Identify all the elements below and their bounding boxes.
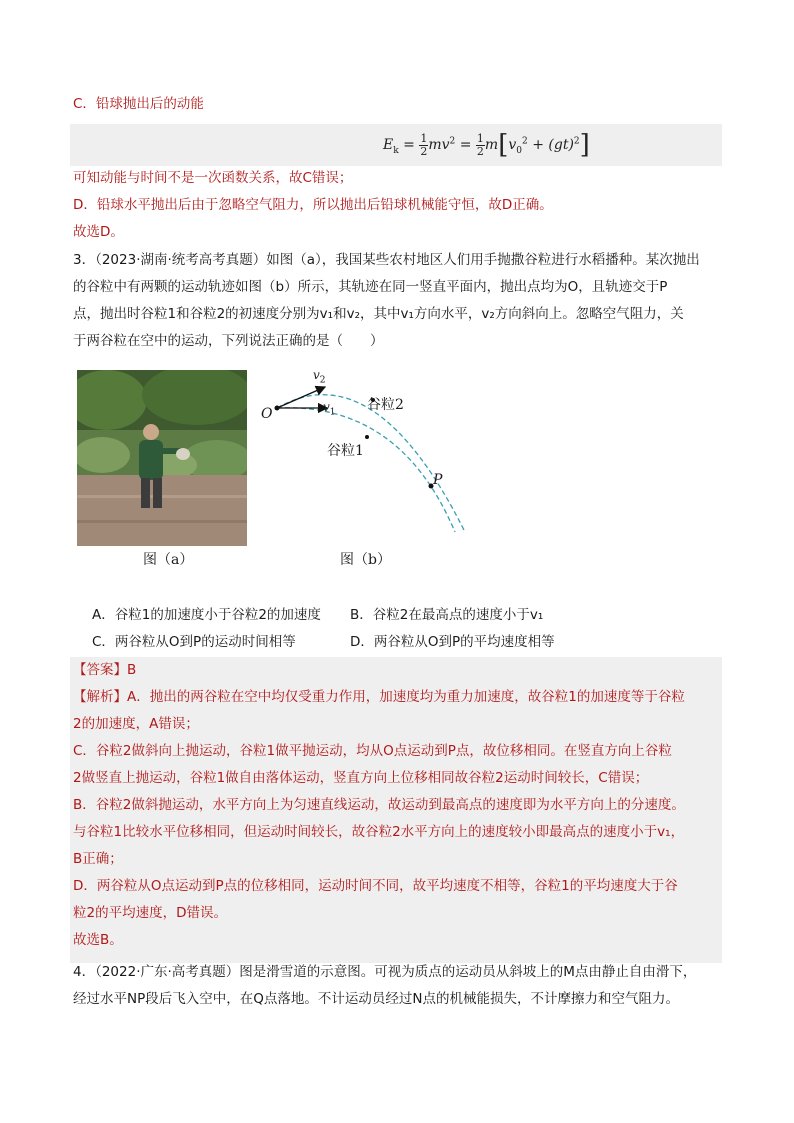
formula-v0-sup: 2	[522, 136, 528, 147]
q3-stem-3: 点，抛出时谷粒1和谷粒2的初速度分别为v₁和v₂，其中v₁方向水平，v₂方向斜向上。忽略空气阻力，关	[73, 306, 684, 322]
q3-choose: 故选B。	[73, 932, 123, 948]
formula-gt: (gt)	[548, 137, 574, 153]
figure-a-caption: 图（a）	[143, 552, 194, 568]
formula-ek-sub: k	[393, 145, 399, 156]
v2-arrow	[277, 387, 325, 408]
formula-ek: E	[383, 137, 394, 153]
label-grain-1: 谷粒1	[327, 443, 364, 459]
formula-v-sup: 2	[449, 136, 456, 147]
formula-half-2: $\frac{1}{2}$	[476, 131, 484, 158]
answer-line: 【答案】B	[73, 662, 137, 678]
analysis-5: B．谷粒2做斜抛运动，水平方向上为匀速直线运动，故运动到最高点的速度即为水平方向上的分速度。	[73, 797, 685, 813]
formula-m-1: m	[428, 137, 442, 153]
option-a: A．谷粒1的加速度小于谷粒2的加速度	[92, 607, 321, 623]
analysis-1: 【解析】A．抛出的两谷粒在空中均仅受重力作用，加速度均为重力加速度，故谷粒1的加速度等于谷粒	[73, 689, 685, 705]
analysis-2: 2的加速度，A错误；	[73, 716, 199, 732]
trajectory-grain-2	[277, 395, 465, 532]
point-o	[275, 406, 280, 411]
prev-choose: 故选D。	[73, 224, 124, 240]
trajectory-grain-1	[277, 408, 455, 532]
formula-m-2: m	[484, 137, 499, 153]
q3-stem-2: 的谷粒中有两颗的运动轨迹如图（b）所示，其轨迹在同一竖直平面内，抛出点均为O，且轨迹交于P	[73, 279, 668, 295]
option-d-line: D．铅球水平抛出后由于忽略空气阻力，所以抛出后铅球机械能守恒，故D正确。	[73, 197, 553, 213]
figure-b-caption: 图（b）	[340, 552, 391, 568]
formula-half-1: $\frac{1}{2}$	[420, 131, 428, 158]
formula-eq-1: =	[403, 137, 415, 153]
label-v1: $v_1$	[323, 400, 336, 418]
option-c: C．两谷粒从O到P的运动时间相等	[92, 634, 296, 650]
label-v2: $v_2$	[313, 368, 326, 386]
q4-stem-1: 4．（2022·广东·高考真题）图是滑雪道的示意图。可视为质点的运动员从斜坡上的M点由静止自由滑下，	[73, 964, 697, 980]
q4-stem-2: 经过水平NP段后飞入空中，在Q点落地。不计运动员经过N点的机械能损失，不计摩擦力和空气阻力。	[73, 991, 679, 1007]
analysis-7: B正确；	[73, 851, 123, 867]
point-grain-1	[365, 435, 369, 439]
label-p: P	[433, 472, 443, 488]
analysis-6: 与谷粒1比较水平位移相同，但运动时间较长，故谷粒2水平方向上的速度较小即最高点的速度小于v₁，	[73, 824, 685, 840]
analysis-3: C．谷粒2做斜向上抛运动，谷粒1做平抛运动，均从O点运动到P点，故位移相同。在竖直方向上谷粒	[73, 743, 672, 759]
option-c-result: 可知动能与时间不是一次函数关系，故C错误；	[73, 170, 353, 186]
q3-stem-1: 3．（2023·湖南·统考高考真题）如图（a），我国某些农村地区人们用手抛撒谷粒进行水稻播种。某次抛出	[73, 252, 700, 268]
formula-v0-sub: 0	[516, 145, 523, 156]
farmer-photo	[77, 370, 247, 546]
analysis-8: D．两谷粒从O点运动到P点的位移相同，运动时间不同，故平均速度不相等，谷粒1的平均速度大于谷	[73, 878, 678, 894]
option-b: B．谷粒2在最高点的速度小于v₁	[350, 607, 544, 623]
label-grain-2: 谷粒2	[367, 397, 404, 413]
formula-v: v	[441, 137, 450, 153]
option-c-line: C．铅球抛出后的动能	[73, 96, 204, 112]
analysis-4: 2做竖直上抛运动，谷粒1做自由落体运动，竖直方向上位移相同故谷粒2运动时间较长，C错误；	[73, 770, 649, 786]
formula-eq-2: =	[459, 137, 472, 153]
label-o: O	[261, 406, 273, 422]
q3-stem-4: 于两谷粒在空中的运动，下列说法正确的是（ ）	[73, 333, 384, 349]
formula-gt-sup: 2	[573, 136, 580, 147]
trajectory-diagram	[255, 362, 475, 542]
kinetic-energy-formula: $E_k$ = $\frac{1}{2}$ $mv^2$ = $\frac{1}{2}$ $m[v_0^2 + (gt)^2]$	[70, 124, 722, 166]
option-d: D．两谷粒从O到P的平均速度相等	[350, 634, 555, 650]
formula-v0: v	[508, 137, 517, 153]
analysis-9: 粒2的平均速度，D错误。	[73, 905, 227, 921]
